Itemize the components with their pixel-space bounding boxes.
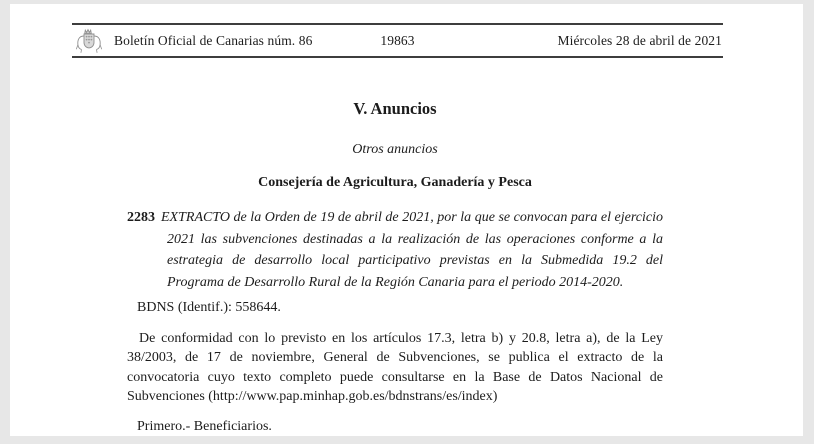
section-title: V. Anuncios [353, 99, 437, 118]
announcement-extract-text: EXTRACTO de la Orden de 19 de abril de 2021, por la que se convocan para el ejercicio 2021 las subvenciones destinadas a la realización de las operaciones conforme a la estrategia de desarrollo local participativo previstas en la Submedida 19.2 del Programa de Desarrollo Rural de la Región Canaria para el periodo 2014-2020. [161, 210, 663, 290]
header-left-block [72, 27, 380, 55]
page-number: 19863 [380, 32, 415, 48]
first-point-heading: Primero.- Beneficiarios. [137, 419, 272, 435]
bdns-identifier-line: BDNS (Identif.): 558644. [137, 300, 281, 315]
bulletin-title: Boletín Oficial de Canarias núm. 86 [114, 32, 313, 48]
document-body [127, 58, 663, 436]
coat-of-arms-icon [73, 27, 105, 55]
department-title: Consejería de Agricultura, Ganadería y Pesca [258, 175, 532, 190]
announcement-extract [127, 207, 663, 293]
issue-date: Miércoles 28 de abril de 2021 [557, 32, 722, 48]
announcement-number: 2283 [127, 210, 155, 225]
document-page [10, 4, 803, 436]
subsection-title: Otros anuncios [352, 142, 438, 157]
page-header [72, 23, 723, 58]
legal-basis-paragraph: De conformidad con lo previsto en los artículos 17.3, letra b) y 20.8, letra a), de la Ley 38/2003, de 17 de noviembre, General de Subvenciones, se publica el extracto de la convocatoria cuyo texto completo puede consultarse en la Base de Datos Nacional de Subvenciones (http://www.pap.minhap.gob.es/bdnstrans/es/index) [127, 331, 663, 404]
